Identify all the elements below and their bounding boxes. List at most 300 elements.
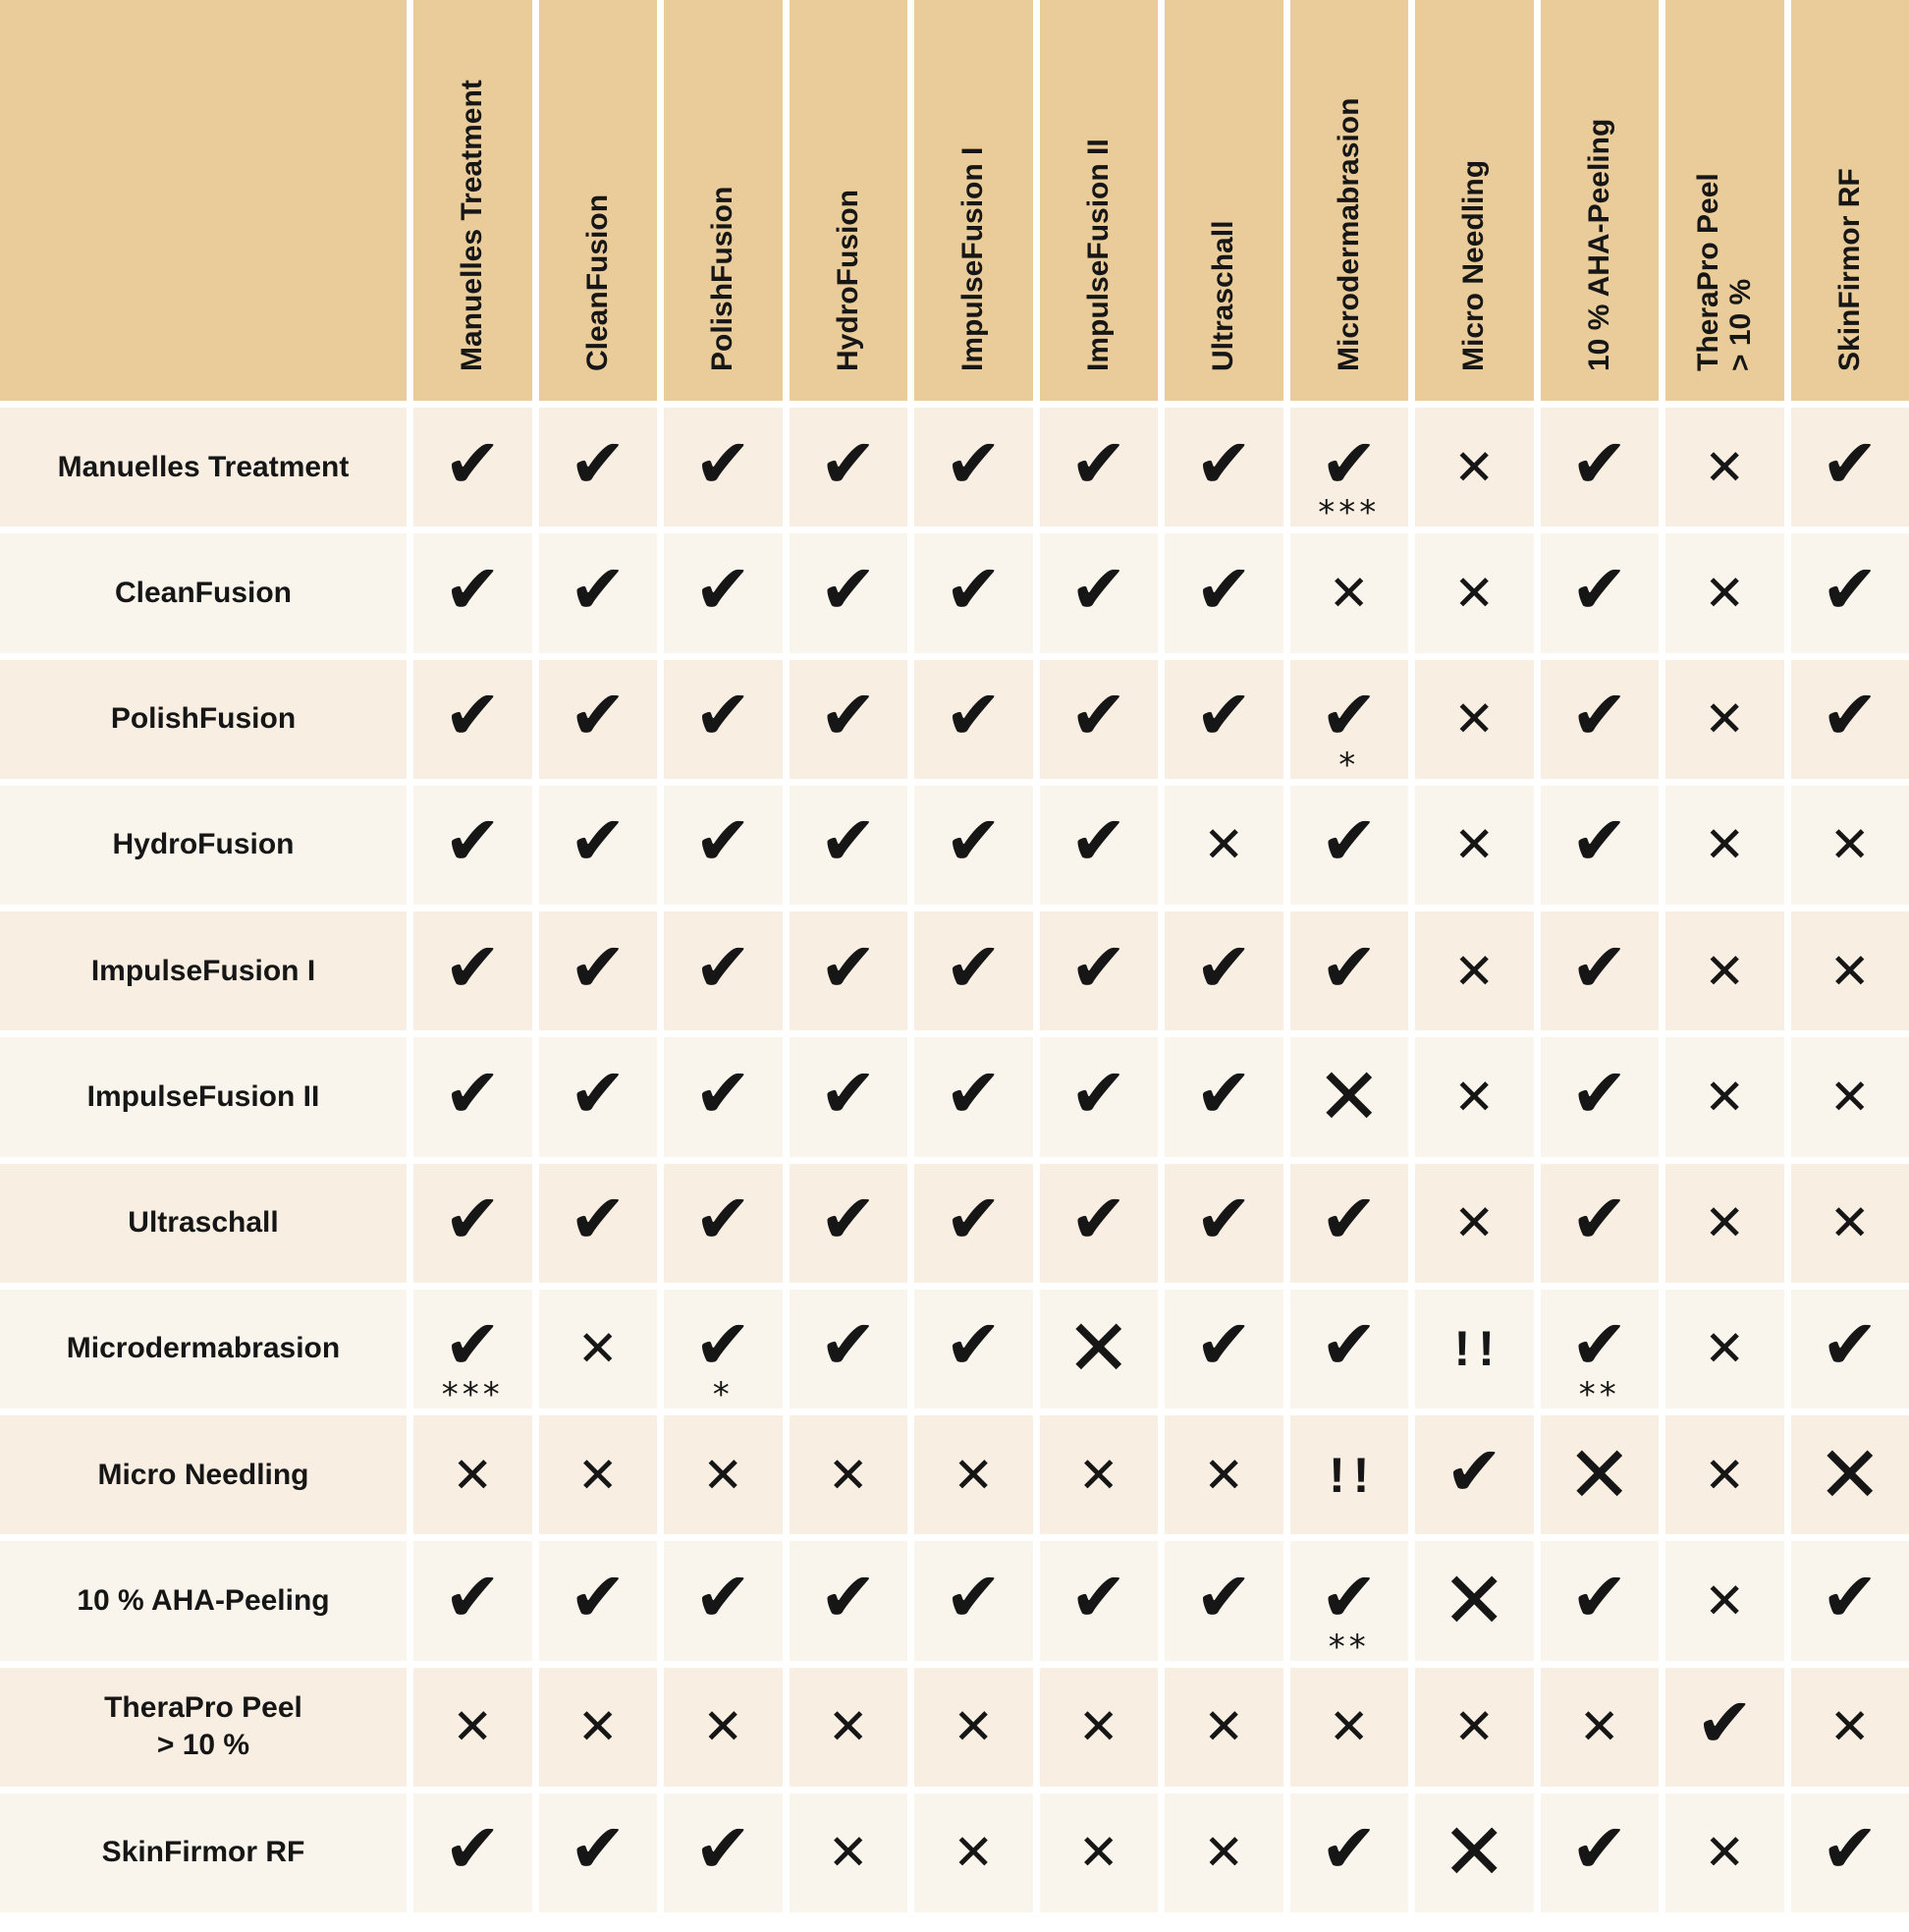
cross-icon: ✕ (1328, 564, 1370, 622)
matrix-cell (1165, 1164, 1283, 1283)
matrix-cell (1541, 911, 1660, 1030)
matrix-cell (914, 1668, 1033, 1787)
asterisk-note: * (712, 1375, 734, 1414)
matrix-cell (413, 1541, 532, 1660)
matrix-cell (1415, 533, 1534, 652)
check-icon: ✔ (1069, 1179, 1128, 1260)
column-header-text (1692, 173, 1757, 401)
matrix-cell (1290, 1668, 1409, 1787)
column-header (1415, 0, 1534, 401)
matrix-cell (1541, 1668, 1660, 1787)
matrix-cell (1415, 1415, 1534, 1534)
row-header-label: TheraPro Peel (104, 1691, 302, 1725)
cross-icon: ✕ (1578, 1698, 1620, 1756)
matrix-cell (914, 1415, 1033, 1534)
check-icon: ✔ (443, 800, 502, 882)
matrix-cell (413, 660, 532, 779)
matrix-cell (790, 786, 908, 905)
cross-icon: ✕ (827, 1446, 869, 1504)
column-header (664, 0, 783, 401)
check-icon: ✔ (1821, 422, 1880, 504)
column-header-label: Micro Needling (1457, 159, 1491, 371)
asterisk-note: ** (1578, 1375, 1620, 1414)
check-icon: ✔ (1570, 1052, 1629, 1133)
matrix-cell (790, 1290, 908, 1408)
matrix-cell (1040, 1037, 1159, 1156)
matrix-cell (1665, 1541, 1784, 1660)
column-header-sublabel: > 10 % (1724, 278, 1758, 371)
row-header-label: CleanFusion (114, 576, 292, 609)
cross-icon: ✕ (1453, 1068, 1496, 1126)
cross-icon: ✕ (953, 1446, 995, 1504)
matrix-cell (1665, 1290, 1784, 1408)
check-icon: ✔ (1194, 422, 1253, 504)
cross-icon: ✕ (1077, 1698, 1119, 1756)
matrix-cell (1040, 408, 1159, 526)
cross-large-icon: ✕ (1441, 1806, 1507, 1899)
column-header-label: CleanFusion (580, 193, 614, 371)
matrix-cell (413, 1668, 532, 1787)
cross-icon: ✕ (1077, 1446, 1119, 1504)
row-header-label: ImpulseFusion I (90, 954, 316, 987)
check-icon: ✔ (1570, 548, 1629, 630)
matrix-cell (1165, 1415, 1283, 1534)
check-icon: ✔ (1570, 1808, 1629, 1890)
matrix-cell (1791, 1541, 1909, 1660)
cross-icon: ✕ (1704, 690, 1746, 748)
matrix-cell (1541, 533, 1660, 652)
column-header-text (832, 190, 864, 401)
matrix-cell (413, 911, 532, 1030)
check-icon: ✔ (1194, 926, 1253, 1008)
matrix-cell (1791, 1668, 1909, 1787)
matrix-cell (1040, 911, 1159, 1030)
matrix-cell (1165, 1037, 1283, 1156)
matrix-cell (914, 1290, 1033, 1408)
check-icon: ✔ (1320, 1179, 1379, 1260)
matrix-cell (1290, 1290, 1409, 1408)
cross-icon: ✕ (1203, 1446, 1245, 1504)
cross-icon: ✕ (1203, 816, 1245, 874)
matrix-cell (539, 786, 658, 905)
cross-icon: ✕ (827, 1698, 869, 1756)
matrix-cell (1290, 660, 1409, 785)
check-icon: ✔ (443, 675, 502, 756)
check-icon: ✔ (819, 422, 878, 504)
matrix-cell (1415, 911, 1534, 1030)
matrix-cell (1665, 1415, 1784, 1534)
check-icon: ✔ (1069, 422, 1128, 504)
matrix-cell (413, 533, 532, 652)
check-icon: ✔ (1570, 422, 1629, 504)
check-icon: ✔ (1069, 1052, 1128, 1133)
matrix-cell (413, 408, 532, 526)
column-header (1665, 0, 1784, 401)
check-icon: ✔ (443, 548, 502, 630)
check-icon: ✔ (944, 548, 1003, 630)
check-icon: ✔ (569, 1556, 627, 1637)
row-header (0, 1415, 407, 1534)
check-icon: ✔ (569, 1179, 627, 1260)
cross-icon: ✕ (702, 1446, 744, 1504)
check-icon: ✔ (1194, 1179, 1253, 1260)
column-header-text (1457, 160, 1490, 401)
matrix-cell (539, 660, 658, 779)
matrix-cell (664, 1415, 783, 1534)
check-icon: ✔ (1570, 675, 1629, 756)
row-header-label: Manuelles Treatment (57, 450, 350, 483)
matrix-cell (413, 1290, 532, 1414)
matrix-cell (1415, 408, 1534, 526)
row-header (0, 1541, 407, 1660)
row-header (0, 786, 407, 905)
column-header-label: HydroFusion (831, 190, 864, 371)
row-header-label: Micro Needling (97, 1458, 309, 1491)
check-icon: ✔ (1320, 675, 1379, 756)
cross-icon: ✕ (1704, 564, 1746, 622)
row-header-sublabel: > 10 % (156, 1729, 250, 1762)
matrix-cell (914, 1164, 1033, 1283)
check-icon: ✔ (819, 1556, 878, 1637)
matrix-cell (1665, 786, 1784, 905)
cross-icon: ✕ (1077, 1824, 1119, 1882)
matrix-cell (790, 1794, 908, 1912)
check-icon: ✔ (693, 1179, 752, 1260)
matrix-cell (1791, 1037, 1909, 1156)
check-icon: ✔ (693, 422, 752, 504)
matrix-cell (1165, 786, 1283, 905)
matrix-cell (1415, 660, 1534, 779)
matrix-cell (790, 533, 908, 652)
check-icon: ✔ (1821, 1556, 1880, 1637)
matrix-cell (1040, 1415, 1159, 1534)
matrix-cell (1541, 1290, 1660, 1414)
matrix-cell (1040, 1794, 1159, 1912)
check-icon: ✔ (944, 1304, 1003, 1386)
matrix-cell (790, 911, 908, 1030)
matrix-cell (1415, 1668, 1534, 1787)
matrix-cell (664, 1037, 783, 1156)
column-header (413, 0, 532, 401)
check-icon: ✔ (1821, 675, 1880, 756)
asterisk-note: ** (1328, 1627, 1370, 1667)
column-header-label: 10 % AHA-Peeling (1582, 118, 1615, 371)
column-header (1165, 0, 1283, 401)
matrix-cell (1665, 911, 1784, 1030)
column-header-label: PolishFusion (706, 186, 739, 371)
cross-icon: ✕ (1328, 1698, 1370, 1756)
row-header (0, 1037, 407, 1156)
check-icon: ✔ (1320, 1304, 1379, 1386)
cross-icon: ✕ (1828, 1068, 1871, 1126)
check-icon: ✔ (1821, 1304, 1880, 1386)
check-icon: ✔ (443, 1179, 502, 1260)
check-icon: ✔ (1445, 1430, 1503, 1512)
matrix-cell (1165, 911, 1283, 1030)
check-icon: ✔ (569, 800, 627, 882)
matrix-cell (539, 1415, 658, 1534)
cross-icon: ✕ (1704, 438, 1746, 496)
matrix-cell (664, 408, 783, 526)
matrix-cell (1665, 1794, 1784, 1912)
row-header (0, 1290, 407, 1408)
matrix-cell (1791, 1415, 1909, 1534)
matrix-cell (413, 1037, 532, 1156)
matrix-cell (790, 660, 908, 779)
column-header (1290, 0, 1409, 401)
check-icon: ✔ (944, 1052, 1003, 1133)
check-icon: ✔ (1194, 1304, 1253, 1386)
matrix-cell (1165, 660, 1283, 779)
check-icon: ✔ (693, 926, 752, 1008)
cross-icon: ✕ (953, 1698, 995, 1756)
matrix-cell (413, 1164, 532, 1283)
matrix-cell (914, 1541, 1033, 1660)
asterisk-note: * (1338, 745, 1360, 785)
cross-icon: ✕ (1704, 1194, 1746, 1252)
cross-icon: ✕ (1453, 690, 1496, 748)
matrix-cell (1290, 533, 1409, 652)
check-icon: ✔ (819, 675, 878, 756)
check-icon: ✔ (569, 1808, 627, 1890)
matrix-cell (1791, 786, 1909, 905)
row-header-label: HydroFusion (112, 828, 295, 861)
matrix-cell (539, 533, 658, 652)
check-icon: ✔ (443, 422, 502, 504)
cross-icon: ✕ (1704, 1320, 1746, 1378)
matrix-cell (790, 1415, 908, 1534)
row-header (0, 533, 407, 652)
check-icon: ✔ (944, 422, 1003, 504)
column-header-text (956, 147, 989, 401)
cross-large-icon: ✕ (1065, 1302, 1132, 1395)
matrix-cell (1541, 1415, 1660, 1534)
double-exclamation-icon: !! (1453, 1321, 1502, 1377)
row-header (0, 1164, 407, 1283)
matrix-cell (1541, 408, 1660, 526)
cross-icon: ✕ (1453, 1194, 1496, 1252)
row-header (0, 1668, 407, 1787)
check-icon: ✔ (1194, 548, 1253, 630)
matrix-cell (1415, 1794, 1534, 1912)
matrix-cell (914, 660, 1033, 779)
check-icon: ✔ (819, 1052, 878, 1133)
check-icon: ✔ (693, 1556, 752, 1637)
check-icon: ✔ (1069, 1556, 1128, 1637)
cross-icon: ✕ (1453, 564, 1496, 622)
check-icon: ✔ (569, 926, 627, 1008)
check-icon: ✔ (1069, 800, 1128, 882)
matrix-cell (1290, 1415, 1409, 1534)
matrix-cell (1040, 1668, 1159, 1787)
cross-icon: ✕ (1203, 1698, 1245, 1756)
matrix-cell (1541, 1164, 1660, 1283)
check-icon: ✔ (693, 800, 752, 882)
check-icon: ✔ (693, 1052, 752, 1133)
matrix-cell (1290, 408, 1409, 533)
cross-large-icon: ✕ (1566, 1428, 1633, 1520)
matrix-cell (1415, 1290, 1534, 1408)
check-icon: ✔ (1570, 1304, 1629, 1386)
matrix-cell (413, 786, 532, 905)
matrix-cell (1665, 1037, 1784, 1156)
matrix-cell (1665, 660, 1784, 779)
cross-large-icon: ✕ (1441, 1554, 1507, 1646)
matrix-cell (790, 408, 908, 526)
matrix-cell (1791, 1164, 1909, 1283)
column-header-text (1082, 138, 1115, 401)
check-icon: ✔ (443, 1052, 502, 1133)
check-icon: ✔ (1320, 926, 1379, 1008)
matrix-cell (1665, 1668, 1784, 1787)
matrix-cell (413, 1415, 532, 1534)
column-header (790, 0, 908, 401)
matrix-cell (664, 1164, 783, 1283)
check-icon: ✔ (1069, 548, 1128, 630)
column-header-label: ImpulseFusion II (1081, 138, 1115, 371)
check-icon: ✔ (944, 926, 1003, 1008)
check-icon: ✔ (944, 675, 1003, 756)
matrix-cell (1290, 1164, 1409, 1283)
check-icon: ✔ (1570, 1556, 1629, 1637)
check-icon: ✔ (693, 1808, 752, 1890)
matrix-cell (539, 1164, 658, 1283)
matrix-cell (1415, 1037, 1534, 1156)
matrix-cell (1541, 1541, 1660, 1660)
check-icon: ✔ (693, 1304, 752, 1386)
matrix-cell (914, 533, 1033, 652)
cross-icon: ✕ (702, 1698, 744, 1756)
check-icon: ✔ (1069, 926, 1128, 1008)
check-icon: ✔ (569, 1052, 627, 1133)
column-header-text (581, 194, 614, 401)
row-header-label: SkinFirmor RF (101, 1836, 305, 1869)
cross-icon: ✕ (1453, 1698, 1496, 1756)
column-header-label: Manuelles Treatment (456, 80, 489, 371)
matrix-cell (539, 1290, 658, 1408)
check-icon: ✔ (569, 675, 627, 756)
check-icon: ✔ (819, 926, 878, 1008)
matrix-cell (1541, 660, 1660, 779)
check-icon: ✔ (819, 1179, 878, 1260)
matrix-cell (664, 1668, 783, 1787)
column-header-text (1333, 98, 1365, 401)
asterisk-note: *** (441, 1375, 504, 1414)
matrix-cell (664, 1794, 783, 1912)
matrix-cell (1791, 1290, 1909, 1408)
cross-large-icon: ✕ (1817, 1428, 1883, 1520)
matrix-cell (1040, 1290, 1159, 1408)
matrix-cell (1040, 533, 1159, 652)
matrix-cell (790, 1037, 908, 1156)
matrix-cell (1165, 1668, 1283, 1787)
cross-icon: ✕ (1704, 1824, 1746, 1882)
check-icon: ✔ (944, 1556, 1003, 1637)
column-header-text (706, 187, 738, 401)
matrix-cell (664, 1290, 783, 1414)
matrix-cell (1665, 1164, 1784, 1283)
row-header-label: Ultraschall (128, 1206, 279, 1240)
column-header (539, 0, 658, 401)
cross-icon: ✕ (953, 1824, 995, 1882)
check-icon: ✔ (1194, 1052, 1253, 1133)
check-icon: ✔ (819, 800, 878, 882)
column-header (1040, 0, 1159, 401)
column-header-text (1207, 221, 1239, 401)
row-header-label: Microdermabrasion (66, 1332, 341, 1365)
cross-icon: ✕ (1453, 942, 1496, 1000)
matrix-cell (914, 1794, 1033, 1912)
matrix-cell (1290, 1541, 1409, 1667)
check-icon: ✔ (819, 1304, 878, 1386)
matrix-cell (664, 660, 783, 779)
check-icon: ✔ (1069, 675, 1128, 756)
cross-icon: ✕ (1828, 942, 1871, 1000)
row-header (0, 408, 407, 526)
check-icon: ✔ (569, 422, 627, 504)
cross-icon: ✕ (1828, 1194, 1871, 1252)
cross-icon: ✕ (576, 1320, 619, 1378)
check-icon: ✔ (1194, 1556, 1253, 1637)
column-header-label: Ultraschall (1207, 220, 1240, 371)
cross-icon: ✕ (452, 1698, 494, 1756)
cross-icon: ✕ (1828, 816, 1871, 874)
matrix-cell (539, 1668, 658, 1787)
check-icon: ✔ (443, 1304, 502, 1386)
matrix-cell (1290, 911, 1409, 1030)
asterisk-note: *** (1318, 493, 1381, 533)
column-header-label: TheraPro Peel (1692, 173, 1725, 371)
column-header-text (456, 80, 488, 401)
check-icon: ✔ (1570, 926, 1629, 1008)
corner-cell (0, 0, 407, 401)
cross-icon: ✕ (576, 1446, 619, 1504)
matrix-cell (539, 1541, 658, 1660)
cross-icon: ✕ (1704, 1068, 1746, 1126)
matrix-cell (1165, 1541, 1283, 1660)
matrix-cell (664, 1541, 783, 1660)
matrix-cell (1791, 660, 1909, 779)
row-header (0, 660, 407, 779)
check-icon: ✔ (944, 1179, 1003, 1260)
matrix-cell (1665, 408, 1784, 526)
matrix-cell (1040, 1164, 1159, 1283)
matrix-cell (413, 1794, 532, 1912)
cross-icon: ✕ (1828, 1698, 1871, 1756)
check-icon: ✔ (1320, 422, 1379, 504)
matrix-cell (914, 911, 1033, 1030)
row-header (0, 1794, 407, 1912)
check-icon: ✔ (1570, 1179, 1629, 1260)
matrix-cell (1290, 1037, 1409, 1156)
matrix-cell (664, 786, 783, 905)
check-icon: ✔ (693, 548, 752, 630)
matrix-cell (1791, 911, 1909, 1030)
matrix-cell (1415, 1164, 1534, 1283)
matrix-cell (1541, 1794, 1660, 1912)
matrix-cell (664, 911, 783, 1030)
matrix-cell (1415, 1541, 1534, 1660)
column-header (1791, 0, 1909, 401)
check-icon: ✔ (1821, 1808, 1880, 1890)
matrix-cell (1165, 1290, 1283, 1408)
cross-icon: ✕ (1453, 816, 1496, 874)
matrix-cell (790, 1164, 908, 1283)
matrix-cell (790, 1668, 908, 1787)
column-header-label: SkinFirmor RF (1832, 168, 1866, 371)
check-icon: ✔ (443, 1556, 502, 1637)
matrix-cell (1541, 1037, 1660, 1156)
